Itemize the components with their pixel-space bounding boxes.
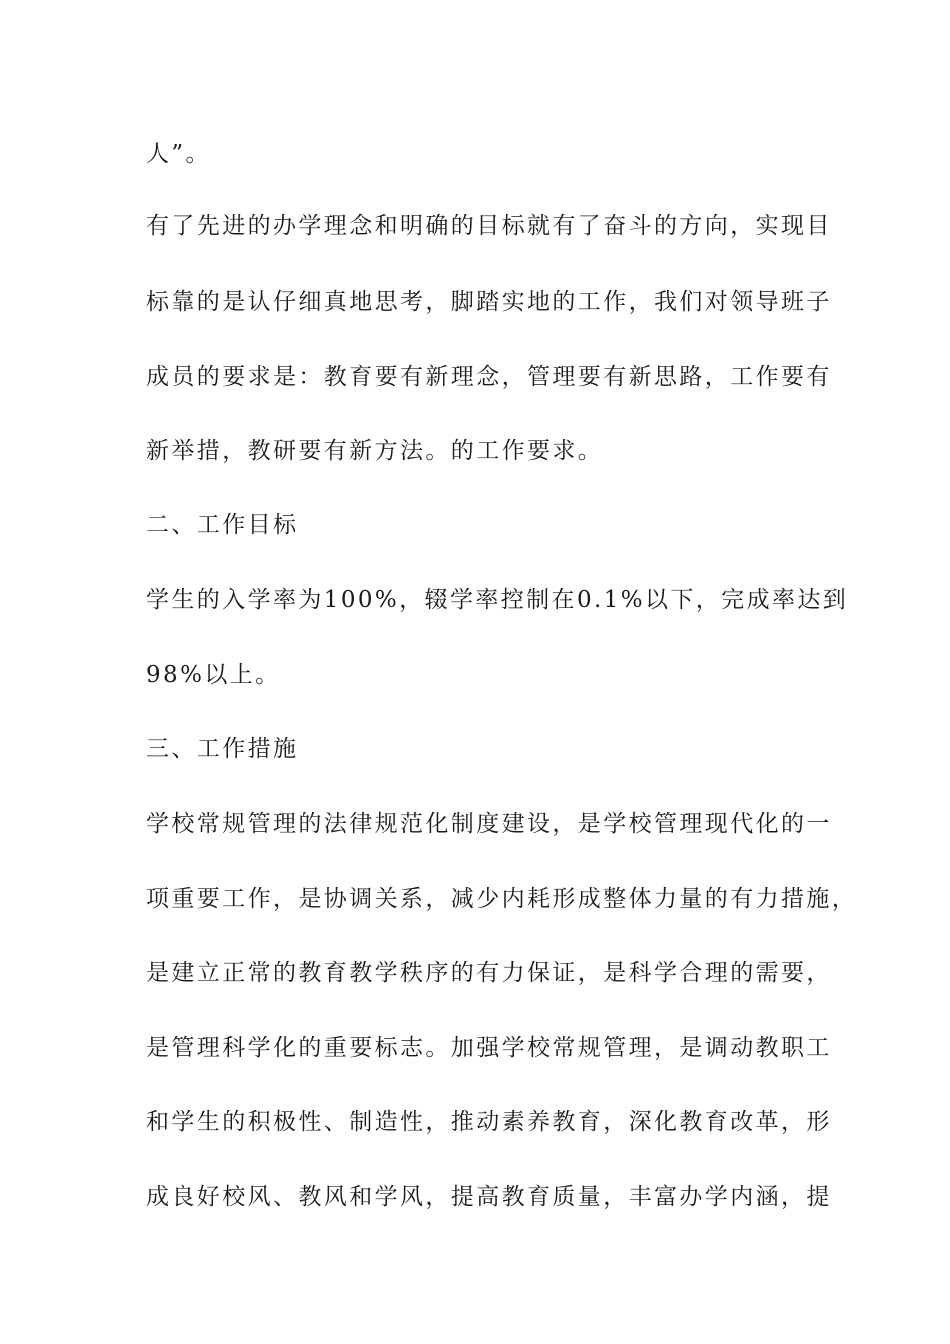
text-line: 有了先进的办学理念和明确的目标就有了奋斗的方向，实现目 [146, 213, 832, 239]
text-line: 成良好校风、教风和学风，提高教育质量，丰富办学内涵，提 [146, 1184, 832, 1210]
text-line: 和学生的积极性、制造性，推动素养教育，深化教育改革，形 [146, 1109, 832, 1135]
text-line: 学生的入学率为100%，辍学率控制在0.1%以下，完成率达到 [146, 587, 849, 613]
text-line: 项重要工作，是协调关系，减少内耗形成整体力量的有力措施， [146, 886, 858, 912]
section-heading-goals: 二、工作目标 [146, 512, 299, 538]
text-line: 学校常规管理的法律规范化制度建设，是学校管理现代化的一 [146, 811, 832, 837]
text-line: 人”。 [146, 141, 211, 167]
text-line: 标靠的是认仔细真地思考，脚踏实地的工作，我们对领导班子 [146, 289, 832, 315]
section-heading-measures: 三、工作措施 [146, 736, 299, 762]
text-line: 成员的要求是：教育要有新理念，管理要有新思路，工作要有 [146, 364, 832, 390]
text-line: 是建立正常的教育教学秩序的有力保证，是科学合理的需要， [146, 960, 832, 986]
text-line: 新举措，教研要有新方法。的工作要求。 [146, 438, 604, 464]
text-line: 是管理科学化的重要标志。加强学校常规管理，是调动教职工 [146, 1035, 832, 1061]
text-line: 98%以上。 [146, 662, 281, 688]
